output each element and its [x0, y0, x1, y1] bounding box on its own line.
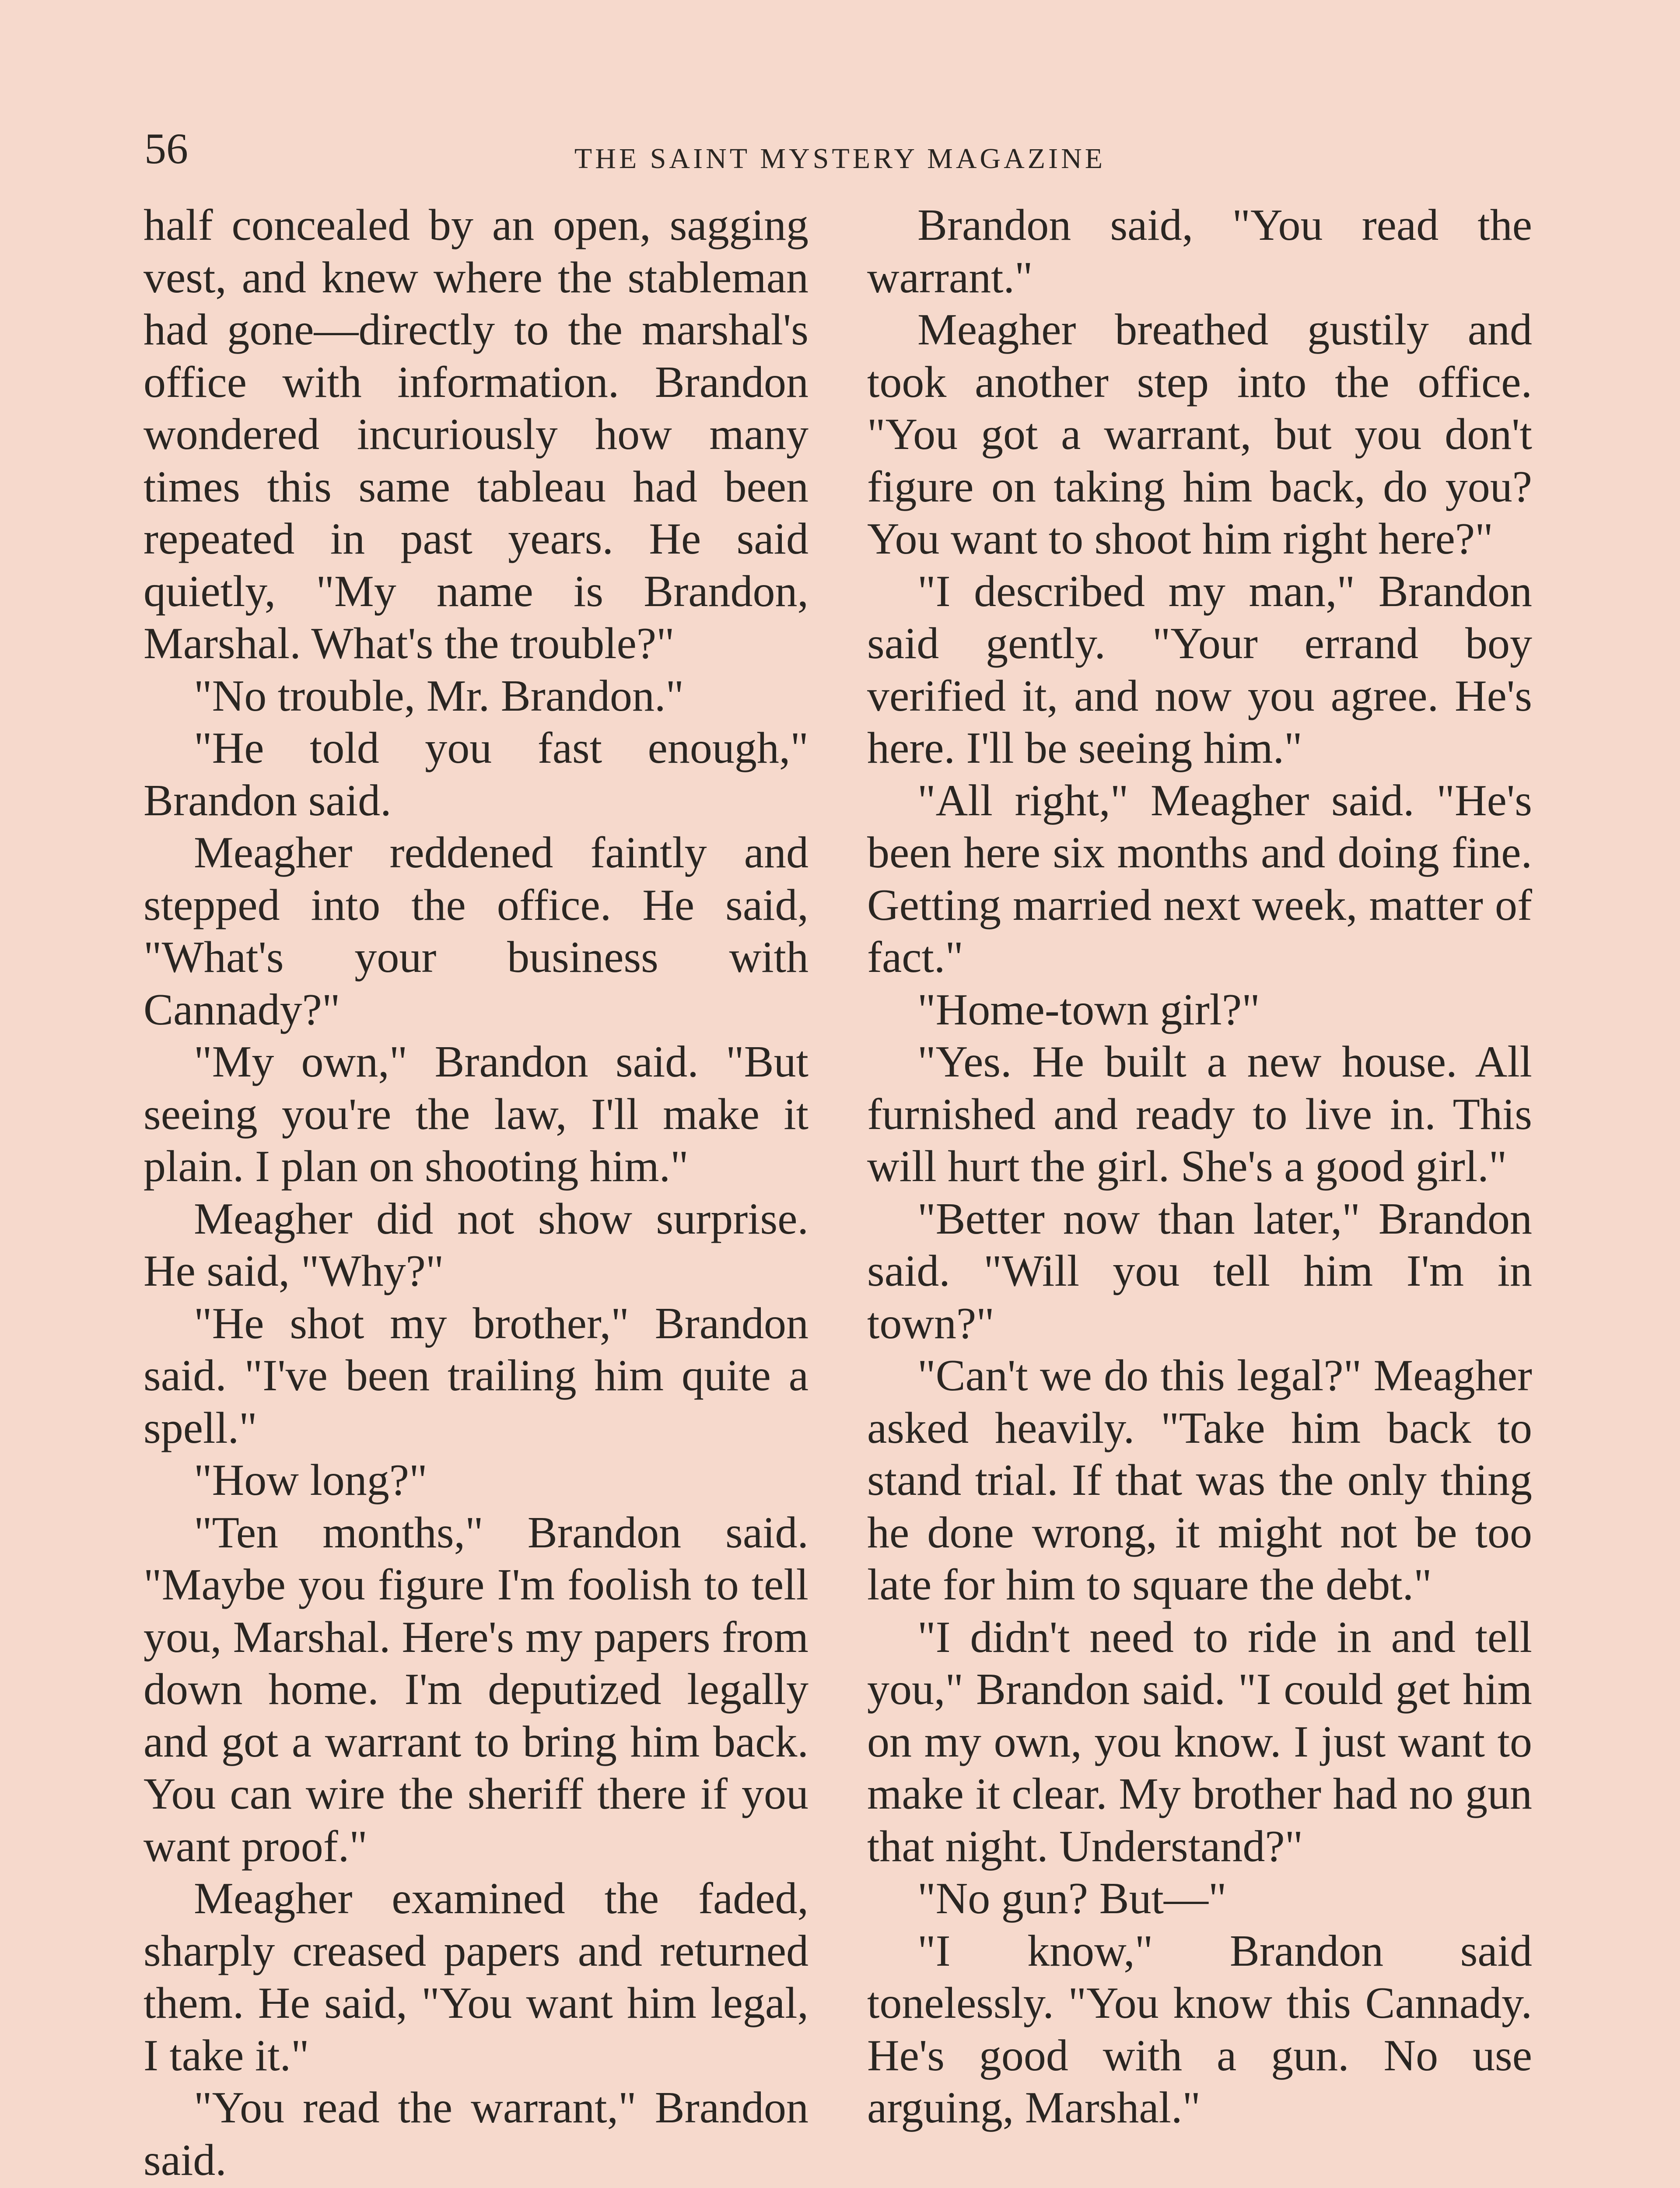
paragraph: "Ten months," Brandon said. "Maybe you figure I'm foolish to tell you, Marshal. Here's my papers from down home. I'm deputized legally and got a warrant to bring him back. You can wire the sheriff there if you want proof." [144, 1508, 808, 1871]
paragraph: "I know," Brandon said tonelessly. "You know this Cannady. He's good with a gun. No use arguing, Marshal." [867, 1926, 1532, 2132]
page-number: 56 [144, 124, 188, 173]
paragraph: "I didn't need to ride in and tell you," Brandon said. "I could get him on my own, you know. I just want to make it clear. My brother had no gun that night. Understand?" [867, 1612, 1532, 1871]
paragraph: Meagher breathed gustily and took another step into the office. "You got a warrant, but you don't figure on taking him back, do you? You want to shoot him right here?" [867, 305, 1532, 564]
paragraph: Meagher reddened faintly and stepped into the office. He said, "What's your business with Cannady?" [144, 828, 808, 1034]
paragraph: "My own," Brandon said. "But seeing you're the law, I'll make it plain. I plan on shooting him." [144, 1037, 808, 1191]
paragraph: "He told you fast enough," Brandon said. [144, 723, 808, 825]
paragraph: "You read the warrant," Brandon said. [144, 2083, 808, 2185]
paragraph: "How long?" [194, 1455, 427, 1505]
paragraph: Brandon said, "You read the warrant." [867, 200, 1532, 302]
paragraph: "Yes. He built a new house. All furnished and ready to live in. This will hurt the girl. She's a good girl." [867, 1037, 1532, 1191]
right-column [867, 199, 1532, 2134]
paragraph: "I described my man," Brandon said gently. "Your errand boy verified it, and now you agree. He's here. I'll be seeing him." [867, 566, 1532, 773]
paragraph: "He shot my brother," Brandon said. "I've been trailing him quite a spell." [144, 1298, 808, 1453]
left-column [144, 199, 808, 2188]
paragraph: "All right," Meagher said. "He's been here six months and doing fine. Getting married next week, matter of fact." [867, 775, 1532, 982]
paragraph: "No trouble, Mr. Brandon." [194, 671, 684, 721]
paragraph: "Better now than later," Brandon said. "Will you tell him I'm in town?" [867, 1194, 1532, 1348]
paragraph: Meagher did not show surprise. He said, "Why?" [144, 1194, 808, 1296]
paragraph: "Can't we do this legal?" Meagher asked heavily. "Take him back to stand trial. If that was the only thing he done wrong, it might not be too late for him to square the debt." [867, 1351, 1532, 1609]
paragraph: half concealed by an open, sagging vest, and knew where the stableman had gone—directly to the marshal's office with information. Brandon wondered incuriously how many times this same tableau had been repeated in past years. He said quietly, "My name is Brandon, Marshal. What's the trouble?" [144, 200, 808, 668]
paragraph: "No gun? But—" [917, 1874, 1227, 1923]
paragraph: Meagher examined the faded, sharply creased papers and returned them. He said, "You want him legal, I take it." [144, 1874, 808, 2080]
paragraph [144, 2186, 808, 2188]
running-head: THE SAINT MYSTERY MAGAZINE [574, 143, 1106, 175]
paragraph: "Home-town girl?" [917, 985, 1260, 1034]
